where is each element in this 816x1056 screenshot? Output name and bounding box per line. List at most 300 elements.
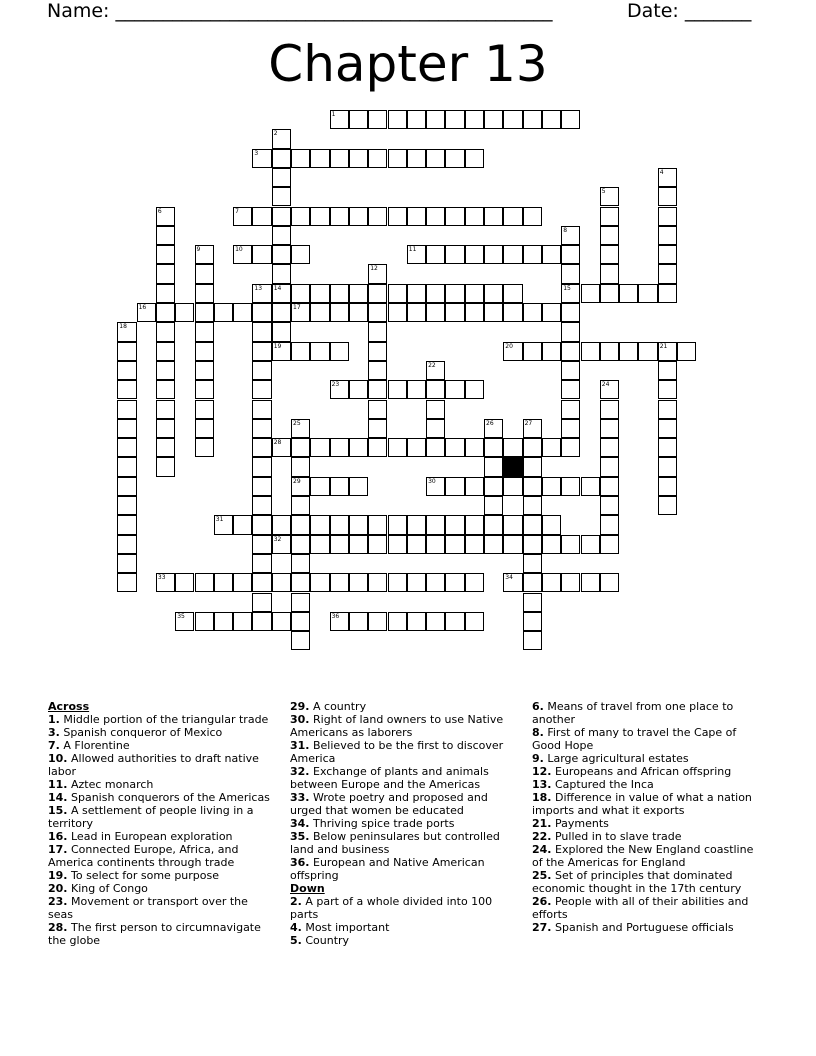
grid-cell[interactable] [523,245,542,264]
grid-cell[interactable] [388,535,407,554]
grid-cell[interactable] [252,342,271,361]
grid-cell[interactable] [117,438,136,457]
grid-cell[interactable] [523,110,542,129]
grid-cell[interactable] [330,438,349,457]
grid-cell[interactable] [330,573,349,592]
grid-cell[interactable] [426,535,445,554]
grid-cell[interactable] [523,207,542,226]
grid-cell[interactable] [156,264,175,283]
grid-cell[interactable] [407,245,426,264]
grid-cell[interactable] [233,207,252,226]
grid-cell[interactable] [561,245,580,264]
grid-cell[interactable] [368,110,387,129]
grid-cell[interactable] [175,573,194,592]
grid-cell[interactable] [600,187,619,206]
grid-cell[interactable] [561,303,580,322]
grid-cell[interactable] [465,573,484,592]
grid-cell[interactable] [156,457,175,476]
grid-cell[interactable] [600,400,619,419]
grid-cell[interactable] [426,303,445,322]
grid-cell[interactable] [195,380,214,399]
grid-cell[interactable] [252,612,271,631]
grid-cell[interactable] [291,245,310,264]
grid-cell[interactable] [503,515,522,534]
grid-cell[interactable] [561,226,580,245]
grid-cell[interactable] [272,245,291,264]
grid-cell[interactable] [600,226,619,245]
grid-cell[interactable] [156,438,175,457]
grid-cell[interactable] [484,284,503,303]
grid-cell[interactable] [368,573,387,592]
grid-cell[interactable] [272,573,291,592]
grid-cell[interactable] [272,168,291,187]
grid-cell[interactable] [156,303,175,322]
grid-cell[interactable] [658,245,677,264]
grid-cell[interactable] [503,573,522,592]
grid-cell[interactable] [561,438,580,457]
grid-cell[interactable] [600,207,619,226]
grid-cell[interactable] [272,207,291,226]
grid-cell[interactable] [426,380,445,399]
grid-cell[interactable] [291,149,310,168]
grid-cell[interactable] [195,361,214,380]
grid-cell[interactable] [330,342,349,361]
grid-cell[interactable] [252,496,271,515]
grid-cell[interactable] [619,342,638,361]
grid-cell[interactable] [407,207,426,226]
grid-cell[interactable] [272,515,291,534]
grid-cell[interactable] [407,284,426,303]
grid-cell[interactable] [465,303,484,322]
grid-cell[interactable] [252,400,271,419]
grid-cell[interactable] [252,207,271,226]
grid-cell[interactable] [175,612,194,631]
grid-cell[interactable] [658,457,677,476]
grid-cell[interactable] [426,515,445,534]
grid-cell[interactable] [368,303,387,322]
grid-cell[interactable] [523,342,542,361]
grid-cell[interactable] [523,612,542,631]
grid-cell[interactable] [117,515,136,534]
grid-cell[interactable] [445,535,464,554]
grid-cell[interactable] [600,515,619,534]
grid-cell[interactable] [445,380,464,399]
grid-cell[interactable] [252,457,271,476]
grid-cell[interactable] [349,380,368,399]
grid-cell[interactable] [484,438,503,457]
grid-cell[interactable] [388,284,407,303]
grid-cell[interactable] [195,284,214,303]
grid-cell[interactable] [272,303,291,322]
grid-cell[interactable] [426,284,445,303]
grid-cell[interactable] [214,612,233,631]
grid-cell[interactable] [310,573,329,592]
grid-cell[interactable] [156,361,175,380]
grid-cell[interactable] [600,438,619,457]
grid-cell[interactable] [658,380,677,399]
grid-cell[interactable] [330,535,349,554]
grid-cell[interactable] [233,303,252,322]
grid-cell[interactable] [465,535,484,554]
grid-cell[interactable] [291,573,310,592]
grid-cell[interactable] [117,380,136,399]
grid-cell[interactable] [484,535,503,554]
grid-cell[interactable] [156,342,175,361]
grid-cell[interactable] [291,612,310,631]
grid-cell[interactable] [523,631,542,650]
grid-cell[interactable] [388,207,407,226]
grid-cell[interactable] [388,303,407,322]
grid-cell[interactable] [349,612,368,631]
grid-cell[interactable] [233,245,252,264]
grid-cell[interactable] [310,535,329,554]
grid-cell[interactable] [272,612,291,631]
grid-cell[interactable] [195,419,214,438]
grid-cell[interactable] [658,187,677,206]
grid-cell[interactable] [561,400,580,419]
grid-cell[interactable] [272,149,291,168]
grid-cell[interactable] [252,303,271,322]
grid-cell[interactable] [407,573,426,592]
grid-cell[interactable] [658,284,677,303]
grid-cell[interactable] [349,110,368,129]
grid-cell[interactable] [156,380,175,399]
grid-cell[interactable] [561,264,580,283]
grid-cell[interactable] [426,438,445,457]
grid-cell[interactable] [291,593,310,612]
grid-cell[interactable] [465,438,484,457]
grid-cell[interactable] [195,303,214,322]
grid-cell[interactable] [117,322,136,341]
grid-cell[interactable] [156,226,175,245]
grid-cell[interactable] [252,322,271,341]
grid-cell[interactable] [407,612,426,631]
grid-cell[interactable] [600,457,619,476]
grid-cell[interactable] [561,361,580,380]
grid-cell[interactable] [503,303,522,322]
grid-cell[interactable] [388,380,407,399]
grid-cell[interactable] [368,322,387,341]
grid-cell[interactable] [426,419,445,438]
grid-cell[interactable] [658,361,677,380]
grid-cell[interactable] [561,322,580,341]
grid-cell[interactable] [600,477,619,496]
grid-cell[interactable] [349,207,368,226]
grid-cell[interactable] [368,149,387,168]
grid-cell[interactable] [542,110,561,129]
grid-cell[interactable] [291,515,310,534]
grid-cell[interactable] [291,535,310,554]
grid-cell[interactable] [542,245,561,264]
grid-cell[interactable] [252,284,271,303]
grid-cell[interactable] [233,515,252,534]
grid-cell[interactable] [368,264,387,283]
grid-cell[interactable] [658,438,677,457]
grid-cell[interactable] [581,284,600,303]
grid-cell[interactable] [407,380,426,399]
grid-cell[interactable] [523,573,542,592]
grid-cell[interactable] [368,612,387,631]
grid-cell[interactable] [465,149,484,168]
grid-cell[interactable] [658,419,677,438]
grid-cell[interactable] [445,284,464,303]
grid-cell[interactable] [581,535,600,554]
grid-cell[interactable] [291,631,310,650]
grid-cell[interactable] [195,264,214,283]
grid-cell[interactable] [426,149,445,168]
grid-cell[interactable] [407,535,426,554]
grid-cell[interactable] [523,438,542,457]
grid-cell[interactable] [503,110,522,129]
grid-cell[interactable] [407,438,426,457]
grid-cell[interactable] [117,554,136,573]
grid-cell[interactable] [465,245,484,264]
grid-cell[interactable] [291,438,310,457]
grid-cell[interactable] [407,149,426,168]
grid-cell[interactable] [503,535,522,554]
grid-cell[interactable] [542,477,561,496]
grid-cell[interactable] [117,342,136,361]
grid-cell[interactable] [330,477,349,496]
grid-cell[interactable] [619,284,638,303]
grid-cell[interactable] [600,573,619,592]
grid-cell[interactable] [252,477,271,496]
grid-cell[interactable] [330,149,349,168]
grid-cell[interactable] [600,264,619,283]
grid-cell[interactable] [523,593,542,612]
grid-cell[interactable] [388,149,407,168]
grid-cell[interactable] [349,535,368,554]
grid-cell[interactable] [561,342,580,361]
grid-cell[interactable] [330,303,349,322]
grid-cell[interactable] [523,477,542,496]
grid-cell[interactable] [310,207,329,226]
grid-cell[interactable] [368,284,387,303]
grid-cell[interactable] [368,535,387,554]
grid-cell[interactable] [117,457,136,476]
grid-cell[interactable] [252,245,271,264]
grid-cell[interactable] [233,612,252,631]
grid-cell[interactable] [503,207,522,226]
grid-cell[interactable] [658,226,677,245]
grid-cell[interactable] [252,361,271,380]
grid-cell[interactable] [117,477,136,496]
grid-cell[interactable] [484,477,503,496]
grid-cell[interactable] [677,342,696,361]
grid-cell[interactable] [445,573,464,592]
grid-cell[interactable] [137,303,156,322]
grid-cell[interactable] [330,284,349,303]
grid-cell[interactable] [291,342,310,361]
grid-cell[interactable] [600,419,619,438]
grid-cell[interactable] [658,496,677,515]
grid-cell[interactable] [523,515,542,534]
grid-cell[interactable] [272,129,291,148]
grid-cell[interactable] [195,322,214,341]
grid-cell[interactable] [252,149,271,168]
grid-cell[interactable] [600,380,619,399]
grid-cell[interactable] [195,438,214,457]
grid-cell[interactable] [368,515,387,534]
grid-cell[interactable] [252,380,271,399]
grid-cell[interactable] [445,438,464,457]
grid-cell[interactable] [600,496,619,515]
grid-cell[interactable] [581,573,600,592]
grid-cell[interactable] [175,303,194,322]
grid-cell[interactable] [523,457,542,476]
grid-cell[interactable] [542,515,561,534]
grid-cell[interactable] [600,245,619,264]
grid-cell[interactable] [156,284,175,303]
grid-cell[interactable] [252,419,271,438]
grid-cell[interactable] [484,457,503,476]
grid-cell[interactable] [330,207,349,226]
grid-cell[interactable] [542,535,561,554]
grid-cell[interactable] [272,438,291,457]
grid-cell[interactable] [561,573,580,592]
grid-cell[interactable] [349,303,368,322]
grid-cell[interactable] [156,245,175,264]
grid-cell[interactable] [484,245,503,264]
grid-cell[interactable] [368,342,387,361]
grid-cell[interactable] [388,110,407,129]
grid-cell[interactable] [310,303,329,322]
grid-cell[interactable] [349,515,368,534]
grid-cell[interactable] [368,361,387,380]
grid-cell[interactable] [484,207,503,226]
grid-cell[interactable] [117,419,136,438]
grid-cell[interactable] [426,245,445,264]
grid-cell[interactable] [445,612,464,631]
grid-cell[interactable] [291,554,310,573]
grid-cell[interactable] [503,284,522,303]
grid-cell[interactable] [426,110,445,129]
grid-cell[interactable] [484,110,503,129]
grid-cell[interactable] [233,573,252,592]
grid-cell[interactable] [252,515,271,534]
grid-cell[interactable] [503,342,522,361]
grid-cell[interactable] [561,477,580,496]
grid-cell[interactable] [195,342,214,361]
grid-cell[interactable] [252,438,271,457]
grid-cell[interactable] [388,515,407,534]
grid-cell[interactable] [523,535,542,554]
grid-cell[interactable] [426,400,445,419]
grid-cell[interactable] [388,612,407,631]
grid-cell[interactable] [272,322,291,341]
grid-cell[interactable] [542,342,561,361]
grid-cell[interactable] [445,477,464,496]
grid-cell[interactable] [349,438,368,457]
grid-cell[interactable] [368,438,387,457]
grid-cell[interactable] [195,573,214,592]
grid-cell[interactable] [117,400,136,419]
grid-cell[interactable] [445,149,464,168]
grid-cell[interactable] [658,264,677,283]
grid-cell[interactable] [117,496,136,515]
grid-cell[interactable] [465,207,484,226]
grid-cell[interactable] [542,303,561,322]
grid-cell[interactable] [349,573,368,592]
grid-cell[interactable] [658,168,677,187]
grid-cell[interactable] [291,457,310,476]
grid-cell[interactable] [600,284,619,303]
grid-cell[interactable] [330,380,349,399]
grid-cell[interactable] [214,573,233,592]
grid-cell[interactable] [561,110,580,129]
grid-cell[interactable] [252,593,271,612]
grid-cell[interactable] [214,515,233,534]
grid-cell[interactable] [388,573,407,592]
grid-cell[interactable] [445,303,464,322]
grid-cell[interactable] [330,515,349,534]
grid-cell[interactable] [658,207,677,226]
grid-cell[interactable] [272,264,291,283]
grid-cell[interactable] [523,496,542,515]
grid-cell[interactable] [252,535,271,554]
grid-cell[interactable] [445,245,464,264]
grid-cell[interactable] [310,438,329,457]
grid-cell[interactable] [465,477,484,496]
grid-cell[interactable] [310,149,329,168]
grid-cell[interactable] [638,342,657,361]
grid-cell[interactable] [291,477,310,496]
grid-cell[interactable] [368,207,387,226]
grid-cell[interactable] [484,496,503,515]
grid-cell[interactable] [658,477,677,496]
grid-cell[interactable] [310,477,329,496]
grid-cell[interactable] [407,303,426,322]
grid-cell[interactable] [330,110,349,129]
grid-cell[interactable] [310,515,329,534]
grid-cell[interactable] [523,303,542,322]
grid-cell[interactable] [272,187,291,206]
grid-cell[interactable] [291,284,310,303]
grid-cell[interactable] [465,284,484,303]
grid-cell[interactable] [195,400,214,419]
grid-cell[interactable] [426,573,445,592]
grid-cell[interactable] [503,438,522,457]
grid-cell[interactable] [523,554,542,573]
grid-cell[interactable] [195,245,214,264]
grid-cell[interactable] [368,380,387,399]
grid-cell[interactable] [310,284,329,303]
grid-cell[interactable] [561,419,580,438]
grid-cell[interactable] [561,380,580,399]
grid-cell[interactable] [349,477,368,496]
grid-cell[interactable] [368,400,387,419]
grid-cell[interactable] [445,110,464,129]
grid-cell[interactable] [484,515,503,534]
grid-cell[interactable] [156,400,175,419]
grid-cell[interactable] [600,342,619,361]
grid-cell[interactable] [561,284,580,303]
grid-cell[interactable] [658,400,677,419]
grid-cell[interactable] [330,612,349,631]
grid-cell[interactable] [465,110,484,129]
grid-cell[interactable] [291,303,310,322]
grid-cell[interactable] [117,535,136,554]
grid-cell[interactable] [349,284,368,303]
grid-cell[interactable] [291,207,310,226]
grid-cell[interactable] [407,515,426,534]
grid-cell[interactable] [388,438,407,457]
grid-cell[interactable] [310,342,329,361]
grid-cell[interactable] [291,496,310,515]
grid-cell[interactable] [581,342,600,361]
grid-cell[interactable] [638,284,657,303]
grid-cell[interactable] [156,573,175,592]
